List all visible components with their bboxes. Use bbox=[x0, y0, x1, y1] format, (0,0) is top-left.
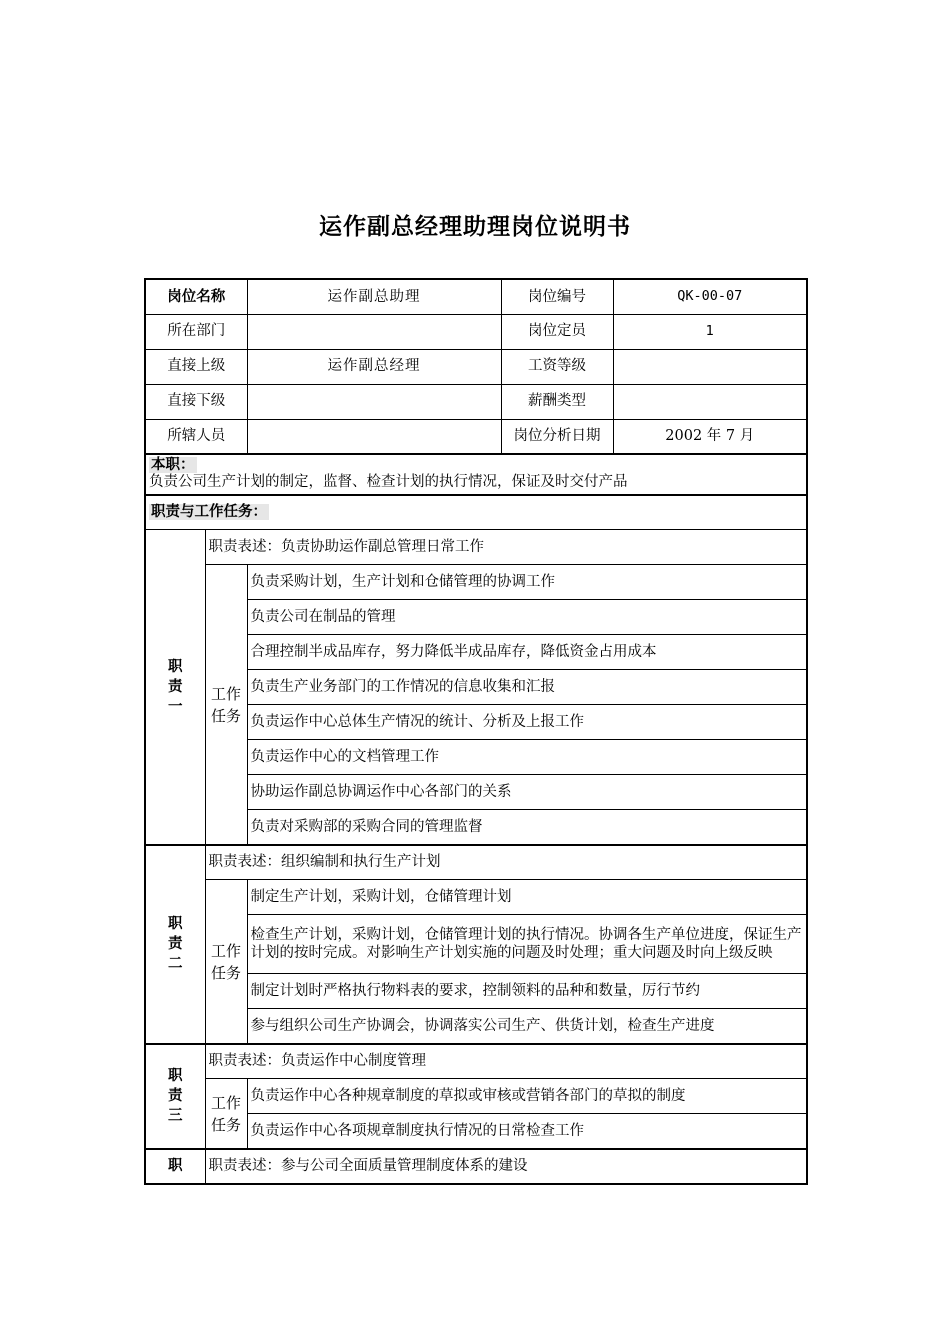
duty-3-task-row bbox=[145, 1079, 807, 1114]
duty-1-work-tasks-label: 工作 任务 bbox=[205, 565, 247, 845]
headcount-value: 1 bbox=[613, 314, 807, 349]
duty-1-task-4: 负责生产业务部门的工作情况的信息收集和汇报 bbox=[247, 670, 807, 705]
duties-header: 职责与工作任务： bbox=[151, 504, 267, 521]
duty-3-label: 职 责 三 bbox=[145, 1044, 205, 1149]
position-code-value: QK-00-07 bbox=[613, 279, 807, 314]
duty-3-description: 职责表述：负责运作中心制度管理 bbox=[205, 1044, 807, 1079]
superior-value: 运作副总经理 bbox=[247, 349, 501, 384]
duty-2-work-tasks-label: 工作 任务 bbox=[205, 880, 247, 1044]
pay-type-label: 薪酬类型 bbox=[501, 384, 613, 419]
duty-2-task-3: 制定计划时严格执行物料表的要求，控制领料的品种和数量，厉行节约 bbox=[247, 974, 807, 1009]
duty-2-task-row bbox=[145, 880, 807, 915]
duty-2-task-1: 制定生产计划，采购计划，仓储管理计划 bbox=[247, 880, 807, 915]
duty-1-task-6: 负责运作中心的文档管理工作 bbox=[247, 740, 807, 775]
duty-3-description-row bbox=[145, 1044, 807, 1079]
duty-2-task-2: 检查生产计划，采购计划，仓储管理计划的执行情况。协调各生产单位进度，保证生产计划的按时完成。对影响生产计划实施的问题及时处理；重大问题及时向上级反映 bbox=[247, 915, 807, 974]
headcount-label: 岗位定员 bbox=[501, 314, 613, 349]
duty-4-description: 职责表述：参与公司全面质量管理制度体系的建设 bbox=[205, 1149, 807, 1184]
duty-1-task-row bbox=[145, 565, 807, 600]
duty-3-task-2: 负责运作中心各项规章制度执行情况的日常检查工作 bbox=[247, 1114, 807, 1149]
department-value bbox=[247, 314, 501, 349]
duty-3-task-1: 负责运作中心各种规章制度的草拟或审核或营销各部门的草拟的制度 bbox=[247, 1079, 807, 1114]
duty-2-description-row bbox=[145, 845, 807, 880]
duty-1-task-1: 负责采购计划，生产计划和仓储管理的协调工作 bbox=[247, 565, 807, 600]
row-summary bbox=[145, 454, 807, 495]
salary-grade-label: 工资等级 bbox=[501, 349, 613, 384]
duty-1-task-3: 合理控制半成品库存，努力降低半成品库存，降低资金占用成本 bbox=[247, 635, 807, 670]
summary-text: 负责公司生产计划的制定，监督、检查计划的执行情况，保证及时交付产品 bbox=[149, 474, 628, 491]
row-superior bbox=[145, 349, 807, 384]
row-department bbox=[145, 314, 807, 349]
summary-cell bbox=[145, 454, 807, 495]
duty-1-task-7: 协助运作副总协调运作中心各部门的关系 bbox=[247, 775, 807, 810]
position-name-value: 运作副总助理 bbox=[247, 279, 501, 314]
duty-2-description: 职责表述：组织编制和执行生产计划 bbox=[205, 845, 807, 880]
analysis-date-value: 2002 年 7 月 bbox=[613, 419, 807, 454]
row-managed-staff bbox=[145, 419, 807, 454]
page-title: 运作副总经理助理岗位说明书 bbox=[319, 214, 631, 240]
analysis-date-label: 岗位分析日期 bbox=[501, 419, 613, 454]
duty-1-task-8: 负责对采购部的采购合同的管理监督 bbox=[247, 810, 807, 845]
row-subordinate bbox=[145, 384, 807, 419]
duty-4-description-row bbox=[145, 1149, 807, 1184]
subordinate-value bbox=[247, 384, 501, 419]
duty-4-label: 职 bbox=[145, 1149, 205, 1184]
managed-staff-label: 所辖人员 bbox=[145, 419, 247, 454]
duty-1-task-2: 负责公司在制品的管理 bbox=[247, 600, 807, 635]
row-position-name bbox=[145, 279, 807, 314]
summary-label: 本职： bbox=[151, 457, 195, 473]
managed-staff-value bbox=[247, 419, 501, 454]
duty-1-task-5: 负责运作中心总体生产情况的统计、分析及上报工作 bbox=[247, 705, 807, 740]
row-duties-header bbox=[145, 495, 807, 530]
department-label: 所在部门 bbox=[145, 314, 247, 349]
duty-1-label: 职 责 一 bbox=[145, 530, 205, 845]
salary-grade-value bbox=[613, 349, 807, 384]
duties-header-cell bbox=[145, 495, 807, 530]
duty-2-task-4: 参与组织公司生产协调会，协调落实公司生产、供货计划，检查生产进度 bbox=[247, 1009, 807, 1044]
duty-3-work-tasks-label: 工作 任务 bbox=[205, 1079, 247, 1149]
pay-type-value bbox=[613, 384, 807, 419]
duty-2-label: 职 责 二 bbox=[145, 845, 205, 1044]
position-name-label: 岗位名称 bbox=[145, 279, 247, 314]
subordinate-label: 直接下级 bbox=[145, 384, 247, 419]
position-code-label: 岗位编号 bbox=[501, 279, 613, 314]
job-description-table bbox=[144, 278, 808, 1185]
duty-1-description: 职责表述：负责协助运作副总管理日常工作 bbox=[205, 530, 807, 565]
superior-label: 直接上级 bbox=[145, 349, 247, 384]
duty-1-description-row bbox=[145, 530, 807, 565]
